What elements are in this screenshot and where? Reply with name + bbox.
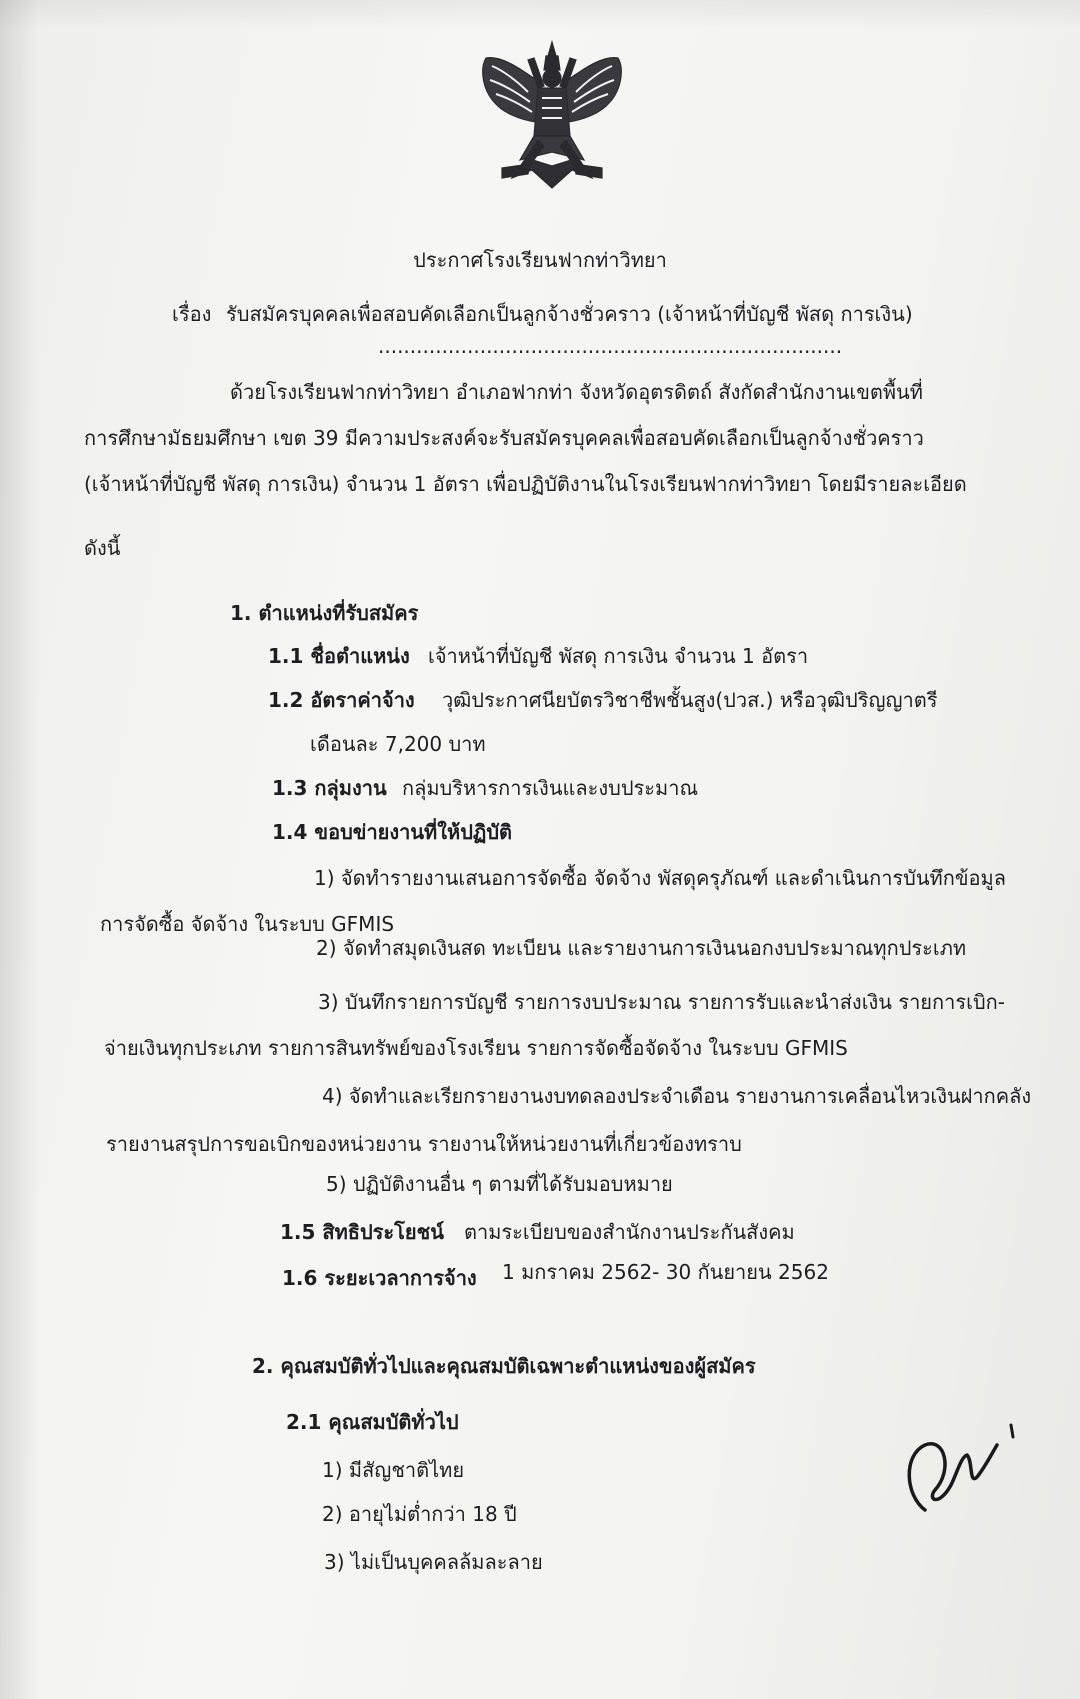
item-1-6-label: 1.6 ระยะเวลาการจ้าง	[282, 1266, 477, 1290]
duty-4-line-a: 4) จัดทำและเรียกรายงานงบทดลองประจำเดือน รายงานการเคลื่อนไหวเงินฝากคลัง	[322, 1084, 1032, 1108]
intro-line-3: (เจ้าหน้าที่บัญชี พัสดุ การเงิน) จำนวน 1 อัตรา เพื่อปฏิบัติงานในโรงเรียนฟากท่าวิทยา โดยมีรายละเอียด	[84, 472, 967, 496]
section-1-heading: 1. ตำแหน่งที่รับสมัคร	[230, 601, 419, 625]
item-1-5-label: 1.5 สิทธิประโยชน์	[280, 1220, 444, 1244]
duty-3-line-b: จ่ายเงินทุกประเภท รายการสินทรัพย์ของโรงเรียน รายการจัดซื้อจัดจ้าง ในระบบ GFMIS	[104, 1036, 848, 1060]
duty-2: 2) จัดทำสมุดเงินสด ทะเบียน และรายงานการเงินนอกงบประมาณทุกประเภท	[316, 936, 967, 960]
subject-text: รับสมัครบุคคลเพื่อสอบคัดเลือกเป็นลูกจ้างชั่วคราว (เจ้าหน้าที่บัญชี พัสดุ การเงิน)	[226, 302, 913, 326]
item-1-2-salary: เดือนละ 7,200 บาท	[310, 732, 486, 756]
duty-1-line-a: 1) จัดทำรายงานเสนอการจัดซื้อ จัดจ้าง พัสดุครุภัณฑ์ และดำเนินการบันทึกข้อมูล	[314, 866, 1006, 890]
item-1-5-value: ตามระเบียบของสำนักงานประกันสังคม	[464, 1220, 795, 1244]
separator-line: .........................................................................	[378, 334, 843, 358]
item-1-1-label: 1.1 ชื่อตำแหน่ง	[268, 644, 410, 668]
signature-icon	[895, 1415, 1025, 1525]
qualification-3: 3) ไม่เป็นบุคคลล้มละลาย	[324, 1550, 543, 1574]
duty-4-line-b: รายงานสรุปการขอเบิกของหน่วยงาน รายงานให้หน่วยงานที่เกี่ยวข้องทราบ	[106, 1132, 742, 1156]
duty-5: 5) ปฏิบัติงานอื่น ๆ ตามที่ได้รับมอบหมาย	[326, 1172, 673, 1196]
item-1-3-label: 1.3 กลุ่มงาน	[272, 776, 387, 800]
intro-line-2: การศึกษามัธยมศึกษา เขต 39 มีความประสงค์จะรับสมัครบุคคลเพื่อสอบคัดเลือกเป็นลูกจ้างชั่วคราว	[84, 426, 924, 450]
subject-label: เรื่อง	[172, 302, 212, 326]
document-title	[0, 248, 1080, 272]
intro-line-1: ด้วยโรงเรียนฟากท่าวิทยา อำเภอฟากท่า จังหวัดอุตรดิตถ์ สังกัดสำนักงานเขตพื้นที่	[230, 380, 923, 404]
title-text: ประกาศโรงเรียนฟากท่าวิทยา	[413, 248, 667, 272]
item-1-6-value: 1 มกราคม 2562- 30 กันยายน 2562	[502, 1260, 829, 1284]
qualification-1: 1) มีสัญชาติไทย	[322, 1458, 465, 1482]
qualification-2: 2) อายุไม่ต่ำกว่า 18 ปี	[322, 1502, 517, 1526]
item-1-3-value: กลุ่มบริหารการเงินและงบประมาณ	[402, 776, 698, 800]
duty-1-line-b: การจัดซื้อ จัดจ้าง ในระบบ GFMIS	[100, 912, 395, 936]
item-1-4-label: 1.4 ขอบข่ายงานที่ให้ปฏิบัติ	[272, 820, 512, 844]
item-2-1-label: 2.1 คุณสมบัติทั่วไป	[286, 1410, 459, 1434]
garuda-emblem-icon	[472, 40, 632, 200]
page-shadow-top	[0, 0, 1080, 30]
item-1-2-label: 1.2 อัตราค่าจ้าง	[268, 688, 415, 712]
intro-line-4: ดังนี้	[84, 536, 121, 560]
duty-3-line-a: 3) บันทึกรายการบัญชี รายการงบประมาณ รายการรับและนำส่งเงิน รายการเบิก-	[318, 990, 1005, 1014]
item-1-2-value: วุฒิประกาศนียบัตรวิชาชีพชั้นสูง(ปวส.) หรือวุฒิปริญญาตรี	[442, 688, 938, 712]
item-1-1-value: เจ้าหน้าที่บัญชี พัสดุ การเงิน จำนวน 1 อัตรา	[428, 644, 809, 668]
section-2-heading: 2. คุณสมบัติทั่วไปและคุณสมบัติเฉพาะตำแหน่งของผู้สมัคร	[252, 1354, 756, 1378]
